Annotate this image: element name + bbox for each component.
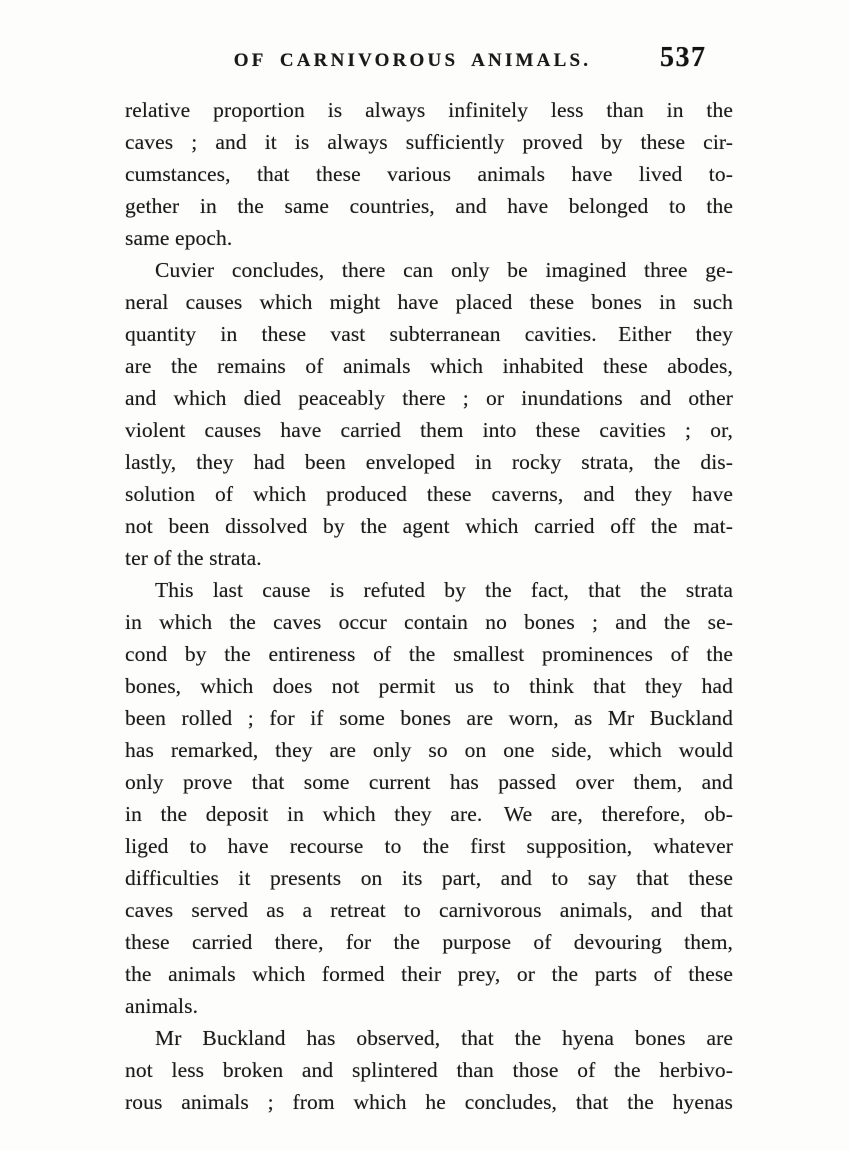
text-line: not less broken and splintered than those of the herbivo-: [125, 1058, 733, 1082]
text-line: quantity in these vast subterranean cavities. Either they: [125, 322, 733, 346]
paragraph: [125, 94, 733, 254]
text-line: in the deposit in which they are. We are, therefore, ob-: [125, 802, 733, 826]
text-line: Cuvier concludes, there can only be imagined three ge-: [155, 258, 733, 282]
text-line: the animals which formed their prey, or the parts of these: [125, 962, 733, 986]
text-line: same epoch.: [125, 226, 233, 250]
text-line: difficulties it presents on its part, and to say that these: [125, 866, 733, 890]
text-line: violent causes have carried them into these cavities ; or,: [125, 418, 733, 442]
running-title: OF CARNIVOROUS ANIMALS.: [233, 50, 592, 71]
text-line: in which the caves occur contain no bones ; and the se-: [125, 610, 733, 634]
paragraph: [125, 254, 733, 574]
text-line: caves served as a retreat to carnivorous animals, and that: [125, 898, 733, 922]
text-line: been rolled ; for if some bones are worn, as Mr Buckland: [125, 706, 733, 730]
paragraph: [125, 574, 733, 1022]
text-line: relative proportion is always infinitely less than in the: [125, 98, 733, 122]
text-line: only prove that some current has passed over them, and: [125, 770, 733, 794]
text-line: lastly, they had been enveloped in rocky strata, the dis-: [125, 450, 733, 474]
text-line: This last cause is refuted by the fact, that the strata: [155, 578, 733, 602]
text-line: and which died peaceably there ; or inundations and other: [125, 386, 733, 410]
paragraph: [125, 1022, 733, 1118]
page-header: [0, 44, 850, 80]
page-number: 537: [660, 42, 707, 73]
text-line: liged to have recourse to the first supposition, whatever: [125, 834, 733, 858]
text-line: ter of the strata.: [125, 546, 262, 570]
text-line: cond by the entireness of the smallest prominences of the: [125, 642, 733, 666]
text-line: these carried there, for the purpose of devouring them,: [125, 930, 733, 954]
text-line: neral causes which might have placed these bones in such: [125, 290, 733, 314]
text-line: are the remains of animals which inhabited these abodes,: [125, 354, 733, 378]
text-line: solution of which produced these caverns, and they have: [125, 482, 733, 506]
text-line: bones, which does not permit us to think that they had: [125, 674, 733, 698]
text-line: not been dissolved by the agent which carried off the mat-: [125, 514, 733, 538]
text-line: has remarked, they are only so on one side, which would: [125, 738, 733, 762]
text-line: Mr Buckland has observed, that the hyena bones are: [155, 1026, 733, 1050]
text-line: gether in the same countries, and have belonged to the: [125, 194, 733, 218]
text-block: [125, 94, 733, 1118]
text-line: cumstances, that these various animals have lived to-: [125, 162, 733, 186]
text-line: caves ; and it is always sufficiently proved by these cir-: [125, 130, 733, 154]
text-line: animals.: [125, 994, 199, 1018]
text-line: rous animals ; from which he concludes, that the hyenas: [125, 1090, 733, 1114]
